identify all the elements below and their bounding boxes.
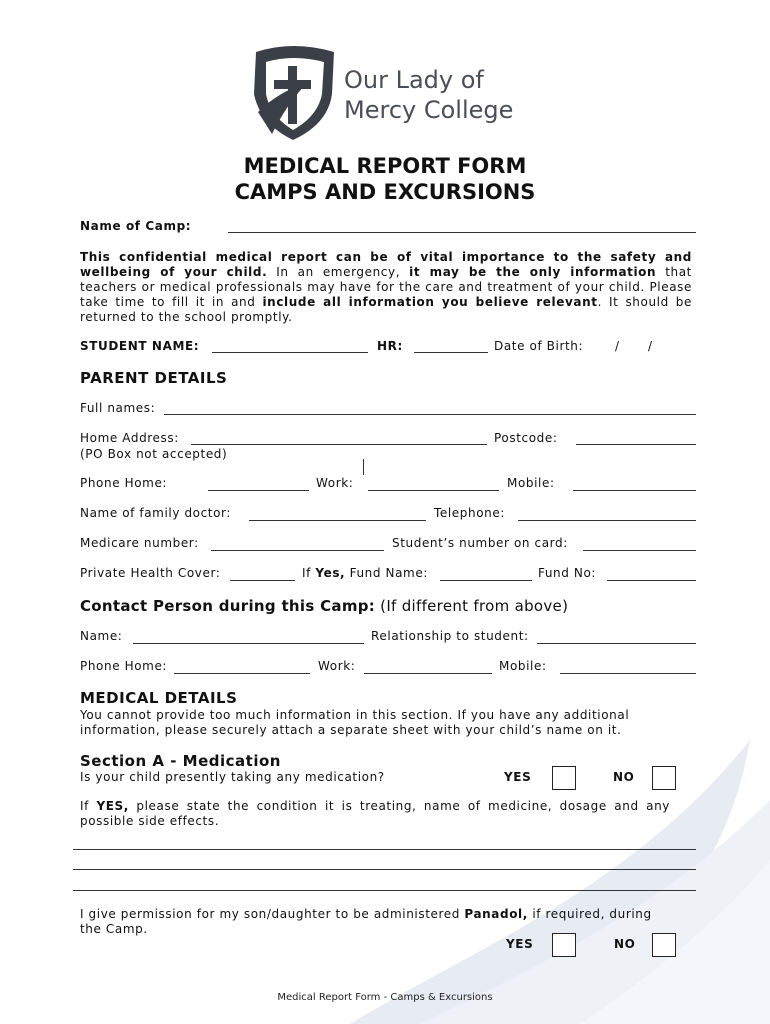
postcode-label: Postcode: xyxy=(494,431,558,445)
work-phone-label: Work: xyxy=(316,476,354,490)
section-a-heading: Section A - Medication xyxy=(80,752,281,770)
fund-no-label: Fund No: xyxy=(538,566,597,580)
family-doctor-label: Name of family doctor: xyxy=(80,506,232,520)
if-yes-bold: YES, xyxy=(96,799,129,813)
intro-bold-3: include all information you believe relevant xyxy=(262,295,598,309)
medical-details-heading: MEDICAL DETAILS xyxy=(80,689,238,707)
mobile-label: Mobile: xyxy=(507,476,555,490)
medicare-label: Medicare number: xyxy=(80,536,199,550)
page-footer: Medical Report Form - Camps & Excursions xyxy=(277,992,493,1003)
contact-mobile-field[interactable] xyxy=(560,673,696,674)
health-cover-label: Private Health Cover: xyxy=(80,566,221,580)
phone-home-field[interactable] xyxy=(208,490,309,491)
contact-heading xyxy=(80,597,568,615)
student-name-label: STUDENT NAME: xyxy=(80,339,200,353)
family-doctor-field[interactable] xyxy=(249,520,426,521)
card-number-label: Student’s number on card: xyxy=(392,536,568,550)
parent-details-heading: PARENT DETAILS xyxy=(80,369,228,387)
college-logo xyxy=(248,42,538,142)
contact-work-label: Work: xyxy=(318,659,356,673)
mobile-field[interactable] xyxy=(573,490,696,491)
panadol-yes-checkbox[interactable] xyxy=(552,933,576,957)
dob-slash-2: / xyxy=(648,339,653,353)
fund-yes-bold: Yes, xyxy=(315,566,346,580)
dob-label: Date of Birth: xyxy=(494,339,584,353)
intro-text-1: In an emergency, xyxy=(267,265,410,279)
contact-phone-home-label: Phone Home: xyxy=(80,659,168,673)
contact-heading-note: (If different from above) xyxy=(375,597,569,615)
medication-details-line-1[interactable] xyxy=(73,849,696,850)
panadol-no-label: NO xyxy=(614,937,636,951)
relationship-field[interactable] xyxy=(537,643,696,644)
intro-bold-1: This confidential medical report can be of vital importance to the safety and wellbeing of your child. xyxy=(80,250,692,279)
fund-if-text: If xyxy=(302,566,316,580)
medication-question: Is your child presently taking any medication? xyxy=(80,770,385,784)
fund-name-field[interactable] xyxy=(440,580,532,581)
logo-text-line1: Our Lady of xyxy=(344,66,484,94)
permission-post: if required, during the Camp. xyxy=(80,907,652,936)
contact-mobile-label: Mobile: xyxy=(499,659,547,673)
fund-name-label xyxy=(302,566,428,580)
camp-name-label: Name of Camp: xyxy=(80,219,192,233)
if-yes-text: please state the condition it is treating, name of medicine, dosage and any possible side effects. xyxy=(80,799,670,828)
panadol-yes-label: YES xyxy=(506,937,534,951)
permission-panadol: Panadol, xyxy=(464,907,528,921)
if-yes-pre: If xyxy=(80,799,97,813)
intro-bold-2: it may be the only information xyxy=(409,265,657,279)
telephone-field[interactable] xyxy=(518,520,696,521)
intro-text-3: . It should be returned to the school promptly. xyxy=(80,295,692,324)
medication-no-checkbox[interactable] xyxy=(652,766,676,790)
hr-label: HR: xyxy=(377,339,403,353)
hr-field[interactable] xyxy=(414,352,488,353)
relationship-label: Relationship to student: xyxy=(371,629,529,643)
medication-details-line-2[interactable] xyxy=(73,869,696,870)
po-box-note: (PO Box not accepted) xyxy=(80,447,228,461)
shield-cross-icon xyxy=(248,42,338,142)
camp-name-field[interactable] xyxy=(228,232,696,233)
full-names-field[interactable] xyxy=(164,414,696,415)
permission-pre: I give permission for my son/daughter to be administered xyxy=(80,907,465,921)
home-address-label: Home Address: xyxy=(80,431,179,445)
work-phone-field[interactable] xyxy=(368,490,499,491)
card-number-field[interactable] xyxy=(583,550,696,551)
medication-no-label: NO xyxy=(613,770,635,784)
health-cover-field[interactable] xyxy=(230,580,295,581)
phone-home-label: Phone Home: xyxy=(80,476,168,490)
dob-slash-1: / xyxy=(615,339,620,353)
telephone-label: Telephone: xyxy=(434,506,505,520)
medication-details-line-3[interactable] xyxy=(73,890,696,891)
medicare-field[interactable] xyxy=(211,550,384,551)
intro-text-2: that teachers or medical professionals may have for the care and treatment of your child. Please take time to fill it in and xyxy=(80,265,692,309)
logo-text-line2: Mercy College xyxy=(344,96,514,124)
fund-name-text: Fund Name: xyxy=(345,566,428,580)
medication-yes-label: YES xyxy=(504,770,532,784)
student-name-field[interactable] xyxy=(212,352,368,353)
background-swoosh xyxy=(330,740,770,1024)
panadol-no-checkbox[interactable] xyxy=(652,933,676,957)
full-names-label: Full names: xyxy=(80,401,156,415)
contact-phone-home-field[interactable] xyxy=(174,673,310,674)
medication-details-instructions xyxy=(80,799,670,829)
home-address-field[interactable] xyxy=(191,444,487,445)
medical-intro: You cannot provide too much information in this section. If you have any additional information, please securely attach a separate sheet with your child’s name on it. xyxy=(80,708,630,737)
contact-work-field[interactable] xyxy=(364,673,492,674)
fund-no-field[interactable] xyxy=(607,580,696,581)
intro-paragraph xyxy=(80,250,692,325)
page-title-line1: MEDICAL REPORT FORM xyxy=(243,154,527,178)
postcode-field[interactable] xyxy=(576,444,696,445)
contact-name-field[interactable] xyxy=(133,643,364,644)
page-title-line2: CAMPS AND EXCURSIONS xyxy=(234,180,536,204)
contact-name-label: Name: xyxy=(80,629,123,643)
medication-yes-checkbox[interactable] xyxy=(552,766,576,790)
text-cursor xyxy=(363,459,364,475)
contact-heading-bold: Contact Person during this Camp: xyxy=(80,597,376,615)
